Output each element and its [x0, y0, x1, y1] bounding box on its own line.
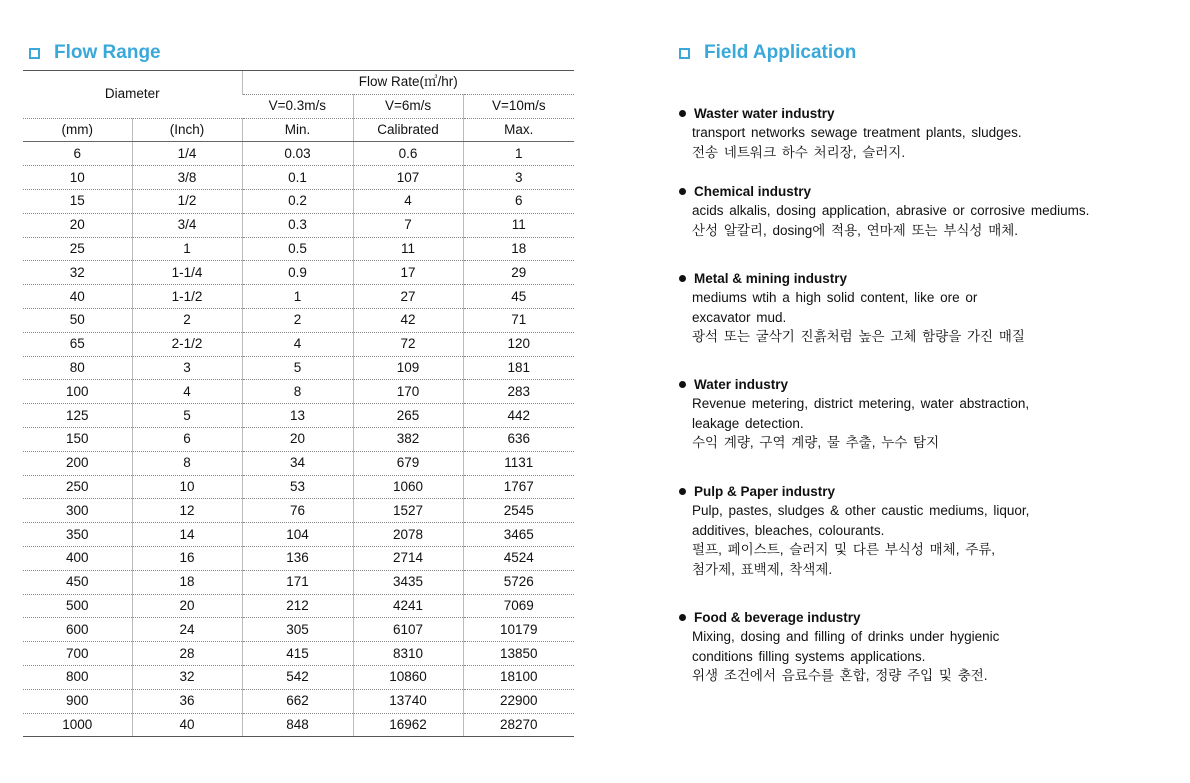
min-flow-cell: 415	[242, 642, 353, 666]
max-flow-cell: 3465	[463, 523, 574, 547]
max-flow-cell: 2545	[463, 499, 574, 523]
diameter-inch-cell: 12	[132, 499, 242, 523]
diameter-inch-cell: 3	[132, 356, 242, 380]
max-header: Max.	[463, 118, 574, 142]
max-flow-cell: 13850	[463, 642, 574, 666]
application-description-line: 첨가제, 표백제, 착색제.	[692, 561, 833, 577]
table-row	[23, 380, 574, 404]
min-header: Min.	[242, 118, 353, 142]
calibrated-flow-cell: 2714	[353, 546, 463, 570]
table-row	[23, 237, 574, 261]
unit-inch-header: (Inch)	[132, 118, 242, 142]
diameter-inch-cell: 1/4	[132, 142, 242, 166]
diameter-mm-cell: 10	[23, 166, 132, 190]
table-row	[23, 451, 574, 475]
table-row	[23, 356, 574, 380]
application-description-line: Mixing, dosing and filling of drinks under hygienic	[692, 629, 1000, 644]
application-description-line: Revenue metering, district metering, water abstraction,	[692, 396, 1030, 411]
diameter-mm-cell: 800	[23, 665, 132, 689]
diameter-inch-cell: 1	[132, 237, 242, 261]
diameter-mm-cell: 100	[23, 380, 132, 404]
application-title-text: Water industry	[694, 377, 789, 392]
bullet-icon	[679, 110, 686, 117]
max-flow-cell: 7069	[463, 594, 574, 618]
diameter-mm-cell: 150	[23, 427, 132, 451]
application-item	[679, 104, 1159, 162]
max-flow-cell: 5726	[463, 570, 574, 594]
calibrated-flow-cell: 265	[353, 404, 463, 428]
diameter-inch-cell: 28	[132, 642, 242, 666]
max-flow-cell: 1	[463, 142, 574, 166]
diameter-header: Diameter	[23, 71, 242, 119]
application-title-text: Pulp & Paper industry	[694, 484, 836, 499]
diameter-mm-cell: 32	[23, 261, 132, 285]
max-flow-cell: 283	[463, 380, 574, 404]
calibrated-flow-cell: 6107	[353, 618, 463, 642]
diameter-mm-cell: 300	[23, 499, 132, 523]
diameter-inch-cell: 14	[132, 523, 242, 547]
calibrated-flow-cell: 4	[353, 189, 463, 213]
application-title-text: Food & beverage industry	[694, 610, 861, 625]
table-row	[23, 427, 574, 451]
max-flow-cell: 45	[463, 285, 574, 309]
application-item	[679, 182, 1159, 240]
application-title	[679, 269, 1159, 288]
application-description-line: 위생 조건에서 음료수를 혼합, 정량 주입 및 충전.	[692, 668, 988, 683]
diameter-inch-cell: 1/2	[132, 189, 242, 213]
min-flow-cell: 0.5	[242, 237, 353, 261]
table-row	[23, 166, 574, 190]
diameter-mm-cell: 25	[23, 237, 132, 261]
min-flow-cell: 0.2	[242, 189, 353, 213]
flow-rate-header: Flow Rate(㎥/hr)	[242, 71, 574, 95]
calibrated-flow-cell: 3435	[353, 570, 463, 594]
min-flow-cell: 171	[242, 570, 353, 594]
velocity-header-max: V=10m/s	[463, 94, 574, 118]
min-flow-cell: 4	[242, 332, 353, 356]
min-flow-cell: 305	[242, 618, 353, 642]
max-flow-cell: 4524	[463, 546, 574, 570]
application-title	[679, 375, 1159, 394]
max-flow-cell: 11	[463, 213, 574, 237]
table-row	[23, 523, 574, 547]
max-flow-cell: 181	[463, 356, 574, 380]
max-flow-cell: 28270	[463, 713, 574, 737]
diameter-mm-cell: 65	[23, 332, 132, 356]
calibrated-flow-cell: 16962	[353, 713, 463, 737]
max-flow-cell: 442	[463, 404, 574, 428]
calibrated-flow-cell: 679	[353, 451, 463, 475]
max-flow-cell: 71	[463, 308, 574, 332]
application-description-line: conditions filling systems applications.	[692, 648, 926, 664]
calibrated-flow-cell: 0.6	[353, 142, 463, 166]
square-bullet-icon	[679, 48, 690, 59]
table-row	[23, 308, 574, 332]
min-flow-cell: 0.9	[242, 261, 353, 285]
calibrated-flow-cell: 13740	[353, 689, 463, 713]
diameter-mm-cell: 1000	[23, 713, 132, 737]
diameter-mm-cell: 900	[23, 689, 132, 713]
diameter-inch-cell: 1-1/2	[132, 285, 242, 309]
application-item	[679, 375, 1159, 453]
table-row	[23, 546, 574, 570]
table-row	[23, 189, 574, 213]
bullet-icon	[679, 275, 686, 282]
diameter-mm-cell: 50	[23, 308, 132, 332]
calibrated-flow-cell: 1060	[353, 475, 463, 499]
diameter-inch-cell: 24	[132, 618, 242, 642]
min-flow-cell: 76	[242, 499, 353, 523]
min-flow-cell: 662	[242, 689, 353, 713]
diameter-inch-cell: 18	[132, 570, 242, 594]
application-description-line: acids alkalis, dosing application, abrasive or corrosive mediums.	[692, 203, 1090, 218]
min-flow-cell: 0.03	[242, 142, 353, 166]
diameter-inch-cell: 8	[132, 451, 242, 475]
application-description-line: 펄프, 페이스트, 슬러지 및 다른 부식성 매체, 주류,	[692, 542, 996, 557]
table-row	[23, 213, 574, 237]
min-flow-cell: 2	[242, 308, 353, 332]
table-row	[23, 142, 574, 166]
diameter-mm-cell: 600	[23, 618, 132, 642]
max-flow-cell: 636	[463, 427, 574, 451]
field-application-heading	[679, 42, 856, 64]
application-description-line: 산성 알칼리, dosing에 적용, 연마제 또는 부식성 매체.	[692, 222, 1019, 238]
calibrated-flow-cell: 1527	[353, 499, 463, 523]
min-flow-cell: 8	[242, 380, 353, 404]
max-flow-cell: 22900	[463, 689, 574, 713]
application-description-line: mediums wtih a high solid content, like ore or	[692, 290, 978, 305]
diameter-inch-cell: 40	[132, 713, 242, 737]
application-title	[679, 608, 1159, 627]
calibrated-flow-cell: 7	[353, 213, 463, 237]
diameter-inch-cell: 2	[132, 308, 242, 332]
min-flow-cell: 1	[242, 285, 353, 309]
application-description-line: transport networks sewage treatment plants, sludges.	[692, 125, 1022, 140]
max-flow-cell: 3	[463, 166, 574, 190]
diameter-inch-cell: 3/8	[132, 166, 242, 190]
table-row	[23, 665, 574, 689]
table-row	[23, 404, 574, 428]
diameter-inch-cell: 32	[132, 665, 242, 689]
flow-range-table	[23, 70, 574, 737]
application-title-text: Metal & mining industry	[694, 271, 848, 286]
min-flow-cell: 848	[242, 713, 353, 737]
min-flow-cell: 542	[242, 665, 353, 689]
application-description-line: additives, bleaches, colourants.	[692, 522, 885, 538]
min-flow-cell: 34	[242, 451, 353, 475]
min-flow-cell: 136	[242, 546, 353, 570]
flow-range-heading	[29, 42, 161, 64]
calibrated-flow-cell: 42	[353, 308, 463, 332]
square-bullet-icon	[29, 48, 40, 59]
diameter-mm-cell: 450	[23, 570, 132, 594]
diameter-inch-cell: 10	[132, 475, 242, 499]
application-description-line: Pulp, pastes, sludges & other caustic mediums, liquor,	[692, 503, 1030, 518]
diameter-mm-cell: 125	[23, 404, 132, 428]
max-flow-cell: 10179	[463, 618, 574, 642]
table-row	[23, 618, 574, 642]
diameter-mm-cell: 200	[23, 451, 132, 475]
unit-mm-header: (mm)	[23, 118, 132, 142]
velocity-header-cal: V=6m/s	[353, 94, 463, 118]
diameter-mm-cell: 500	[23, 594, 132, 618]
calibrated-flow-cell: 8310	[353, 642, 463, 666]
calibrated-flow-cell: 4241	[353, 594, 463, 618]
application-item	[679, 608, 1159, 686]
diameter-mm-cell: 20	[23, 213, 132, 237]
application-item	[679, 482, 1159, 579]
min-flow-cell: 20	[242, 427, 353, 451]
calibrated-flow-cell: 109	[353, 356, 463, 380]
diameter-inch-cell: 1-1/4	[132, 261, 242, 285]
application-title-text: Waster water industry	[694, 106, 835, 121]
max-flow-cell: 120	[463, 332, 574, 356]
diameter-mm-cell: 80	[23, 356, 132, 380]
field-application-title: Field Application	[704, 42, 857, 63]
calibrated-flow-cell: 170	[353, 380, 463, 404]
application-item	[679, 269, 1159, 347]
max-flow-cell: 1131	[463, 451, 574, 475]
diameter-mm-cell: 700	[23, 642, 132, 666]
application-description-line: 전송 네트워크 하수 처리장, 슬러지.	[692, 144, 906, 160]
table-row	[23, 285, 574, 309]
velocity-header-min: V=0.3m/s	[242, 94, 353, 118]
calibrated-flow-cell: 17	[353, 261, 463, 285]
max-flow-cell: 6	[463, 189, 574, 213]
min-flow-cell: 5	[242, 356, 353, 380]
table-row	[23, 594, 574, 618]
bullet-icon	[679, 188, 686, 195]
diameter-mm-cell: 40	[23, 285, 132, 309]
application-description-line: leakage detection.	[692, 415, 804, 431]
application-title	[679, 182, 1159, 201]
calibrated-flow-cell: 107	[353, 166, 463, 190]
calibrated-flow-cell: 2078	[353, 523, 463, 547]
diameter-inch-cell: 2-1/2	[132, 332, 242, 356]
table-row	[23, 642, 574, 666]
diameter-inch-cell: 16	[132, 546, 242, 570]
table-row	[23, 570, 574, 594]
bullet-icon	[679, 614, 686, 621]
diameter-mm-cell: 15	[23, 189, 132, 213]
max-flow-cell: 18100	[463, 665, 574, 689]
calibrated-flow-cell: 11	[353, 237, 463, 261]
calibrated-flow-cell: 382	[353, 427, 463, 451]
min-flow-cell: 104	[242, 523, 353, 547]
min-flow-cell: 53	[242, 475, 353, 499]
application-title	[679, 104, 1159, 123]
min-flow-cell: 212	[242, 594, 353, 618]
diameter-mm-cell: 350	[23, 523, 132, 547]
min-flow-cell: 0.3	[242, 213, 353, 237]
table-row	[23, 332, 574, 356]
diameter-inch-cell: 5	[132, 404, 242, 428]
diameter-inch-cell: 20	[132, 594, 242, 618]
calibrated-flow-cell: 27	[353, 285, 463, 309]
min-flow-cell: 0.1	[242, 166, 353, 190]
diameter-inch-cell: 36	[132, 689, 242, 713]
flow-range-title: Flow Range	[54, 42, 161, 63]
table-row	[23, 475, 574, 499]
application-title-text: Chemical industry	[694, 184, 812, 199]
max-flow-cell: 18	[463, 237, 574, 261]
diameter-inch-cell: 4	[132, 380, 242, 404]
table-row	[23, 689, 574, 713]
diameter-mm-cell: 400	[23, 546, 132, 570]
calibrated-flow-cell: 10860	[353, 665, 463, 689]
diameter-inch-cell: 6	[132, 427, 242, 451]
bullet-icon	[679, 381, 686, 388]
table-row	[23, 713, 574, 737]
max-flow-cell: 29	[463, 261, 574, 285]
calibrated-header: Calibrated	[353, 118, 463, 142]
bullet-icon	[679, 488, 686, 495]
diameter-mm-cell: 6	[23, 142, 132, 166]
table-row	[23, 261, 574, 285]
application-title	[679, 482, 1159, 501]
application-description-line: 수익 계량, 구역 계량, 물 추출, 누수 탐지	[692, 435, 940, 450]
max-flow-cell: 1767	[463, 475, 574, 499]
application-description-line: excavator mud.	[692, 309, 787, 325]
application-description-line: 광석 또는 굴삭기 진흙처럼 높은 고체 함량을 가진 매질	[692, 329, 1025, 344]
calibrated-flow-cell: 72	[353, 332, 463, 356]
diameter-mm-cell: 250	[23, 475, 132, 499]
diameter-inch-cell: 3/4	[132, 213, 242, 237]
table-row	[23, 499, 574, 523]
min-flow-cell: 13	[242, 404, 353, 428]
